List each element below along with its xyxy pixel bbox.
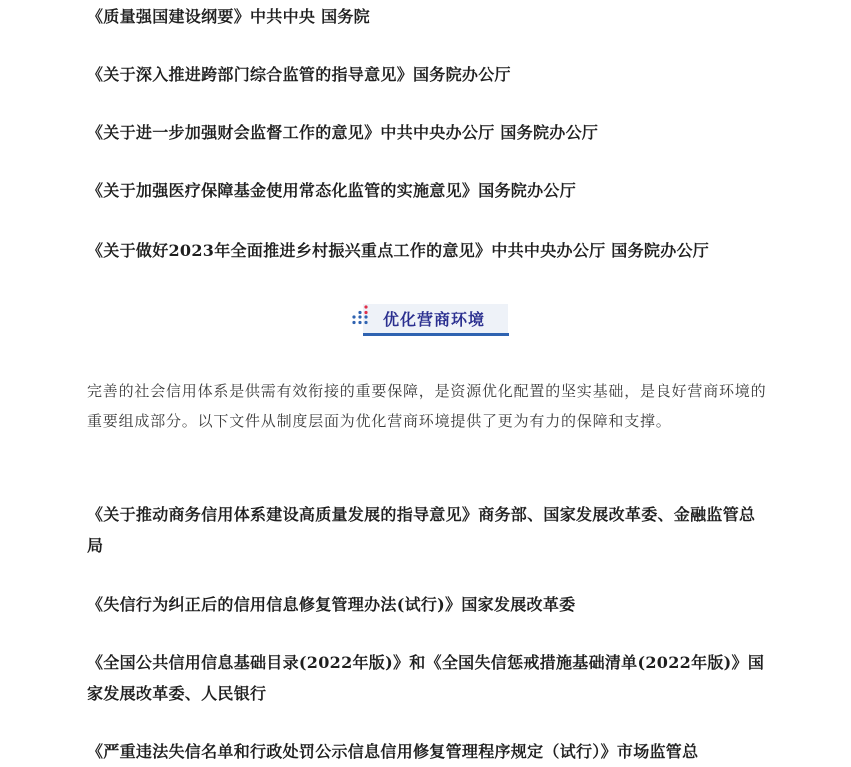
section-title: 优化营商环境 (383, 310, 486, 329)
document-item: 《关于加强医疗保障基金使用常态化监管的实施意见》国务院办公厅 (87, 181, 577, 200)
intro-paragraph: 完善的社会信用体系是供需有效衔接的重要保障，是资源优化配置的坚实基础，是良好营商环境的重要组成部分。以下文件从制度层面为优化营商环境提供了更为有力的保障和支撑。 (87, 382, 767, 430)
document-item: 《严重违法失信名单和行政处罚公示信息信用修复管理程序规定（试行）》市场监管总 (87, 742, 699, 761)
document-item: 《全国公共信用信息基础目录(2022年版)》和《全国失信惩戒措施基础清单(2022年版)》国家发展改革委、人民银行 (87, 653, 765, 703)
document-item: 《关于进一步加强财会监督工作的意见》中共中央办公厅 国务院办公厅 (87, 123, 599, 142)
section-header-underline (363, 333, 509, 336)
section-header (345, 302, 509, 336)
document-item: 《关于做好2023年全面推进乡村振兴重点工作的意见》中共中央办公厅 国务院办公厅 (87, 241, 710, 260)
document-item: 《关于深入推进跨部门综合监管的指导意见》国务院办公厅 (87, 65, 511, 84)
document-item: 《质量强国建设纲要》中共中央 国务院 (87, 7, 370, 26)
dot-grid-icon (347, 304, 369, 330)
document-item: 《关于推动商务信用体系建设高质量发展的指导意见》商务部、国家发展改革委、金融监管总局 (87, 505, 756, 555)
document-item: 《失信行为纠正后的信用信息修复管理办法(试行)》国家发展改革委 (87, 595, 576, 614)
